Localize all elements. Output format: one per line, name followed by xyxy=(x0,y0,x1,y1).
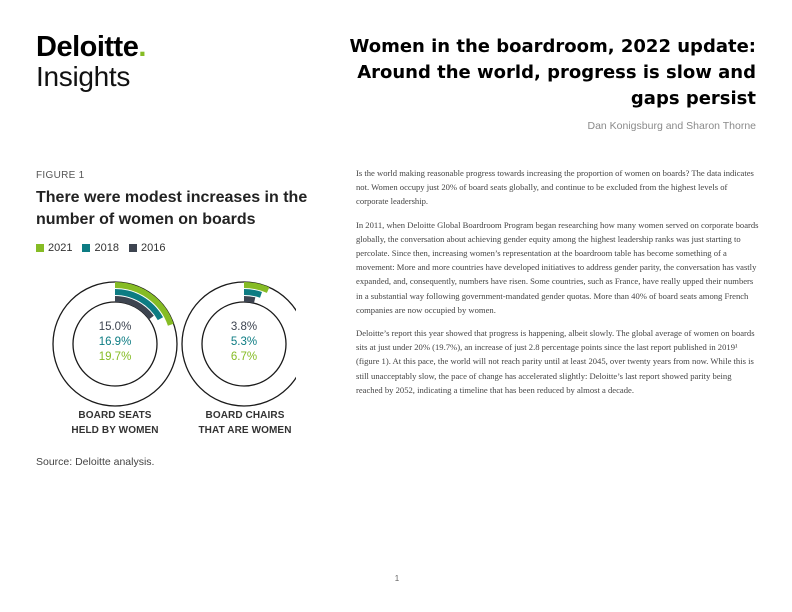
legend-item-2016 xyxy=(129,242,165,254)
legend-swatch-2016 xyxy=(129,244,137,252)
legend-item-2021 xyxy=(36,242,72,254)
article-authors: Dan Konigsburg and Sharon Thorne xyxy=(587,120,756,132)
body-paragraph: In 2011, when Deloitte Global Boardroom Program began researching how many women served on corporate boards globally, the conversation about achieving gender equity among the highest leadership ranks was just starting to percolate. Since then, increasing women’s representation at the boardroom table has become something of a movement: More and more countries have developed initiatives to address gender parity, the conversation has vastly expanded, and, consequently, numbers have risen. Some countries, such as France, have really upped their numbers in a substantial way following government-mandated gender quotas. More than 40% of board seats among French companies are now occupied by women. xyxy=(356,219,759,315)
article-body xyxy=(356,166,760,406)
logo-dot: . xyxy=(138,31,146,63)
figure-source: Source: Deloitte analysis. xyxy=(36,456,155,468)
legend-label-2016: 2016 xyxy=(140,242,166,254)
caption-line-1: BOARD CHAIRS xyxy=(205,410,285,421)
body-paragraph: Is the world making reasonable progress towards increasing the proportion of women on boards? The data indicates not. Women occupy just 20% of board seats globally, and continue to be excluded from the highest levels of corporate leadership. xyxy=(356,168,754,207)
title-line-1: Women in the boardroom, 2022 update: xyxy=(349,36,756,57)
legend-label-2021: 2021 xyxy=(48,242,73,254)
value-label-2016: 15.0% xyxy=(98,321,132,333)
radial-bar-2018 xyxy=(244,292,261,295)
value-label-2021: 19.7% xyxy=(98,351,132,363)
value-label-2016: 3.8% xyxy=(230,321,258,333)
figure-label: FIGURE 1 xyxy=(36,170,85,181)
caption-line-2: THAT ARE WOMEN xyxy=(198,425,292,436)
title-line-2: Around the world, progress is slow and xyxy=(357,62,756,83)
caption-line-2: HELD BY WOMEN xyxy=(71,425,159,436)
legend-swatch-2021 xyxy=(36,244,44,252)
deloitte-insights-logo xyxy=(36,32,146,91)
value-label-2018: 5.3% xyxy=(230,336,258,348)
logo-sub: Insights xyxy=(36,61,131,92)
figure-title: There were modest increases in the number of women on boards xyxy=(36,189,308,228)
page-number: 1 xyxy=(394,574,400,583)
radial-bar-2016 xyxy=(244,299,255,300)
legend-item-2018 xyxy=(82,242,118,254)
legend-label-2018: 2018 xyxy=(94,242,119,254)
value-label-2021: 6.7% xyxy=(230,351,258,363)
caption-line-1: BOARD SEATS xyxy=(78,410,152,421)
chart-caption-board-chairs xyxy=(185,408,305,438)
value-label-2018: 16.9% xyxy=(98,336,132,348)
title-line-3: gaps persist xyxy=(630,88,756,109)
chart-caption-board-seats xyxy=(55,408,175,438)
legend-swatch-2018 xyxy=(82,244,90,252)
body-paragraph: Deloitte’s report this year showed that progress is happening, albeit slowly. The global average of women on boards sits at just under 20% (19.7%), an increase of just 2.8 percentage points since the last report published in 2019¹ (figure 1). At this pace, the world will not reach parity until at least 2045, over twenty years from now. While this is still unacceptably slow, the pace of change has accelerated slightly: Deloitte’s last report showed parity being reached by 2052, indicating a timeline that has been reduced by almost a decade. xyxy=(356,328,755,395)
article-title xyxy=(336,34,756,112)
chart-legend xyxy=(36,242,165,254)
logo-brand: Deloitte xyxy=(36,31,139,63)
